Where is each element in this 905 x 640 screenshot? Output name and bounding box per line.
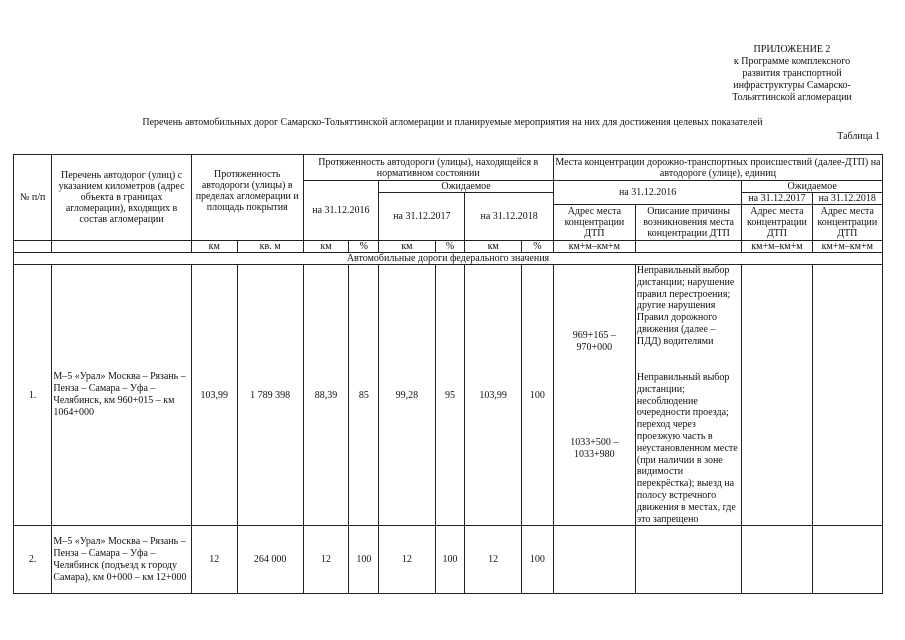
row-pct-2016: 85 — [349, 265, 379, 526]
row-pct-2018: 100 — [521, 265, 553, 526]
document-title: Перечень автомобильных дорог Самарско-Тольяттинской агломерации и планируемые мероприятия на них для достижения целевых показателей — [142, 117, 763, 128]
unit-km: км — [465, 241, 521, 253]
appendix-line: развития транспортной — [742, 68, 842, 79]
row-sqm: 1 789 398 — [237, 265, 303, 526]
dtp-cause: Неправильный выбор дистанции; несоблюдение очередности проезда; переход через проезжую часть в неустановленном месте (при наличии в зоне видимости перекрёстка); выезд на полосу встречного движения в местах, где это запрещено — [636, 372, 738, 525]
row-sqm: 264 000 — [237, 526, 303, 594]
unit-pct: % — [521, 241, 553, 253]
section-title: Автомобильные дороги федерального значения — [14, 253, 883, 265]
row-km: 12 — [191, 526, 237, 594]
header-expected: Ожидаемое — [379, 181, 554, 193]
header-dtp-2018: на 31.12.2018 — [812, 193, 882, 205]
header-addr-2018: Адрес места концентрации ДТП — [812, 205, 882, 241]
row-km-2018: 12 — [465, 526, 521, 594]
table-row — [14, 265, 883, 526]
header-cause: Описание причины возникновения места концентрации ДТП — [635, 205, 741, 241]
appendix-line: инфраструктуры Самарско- — [733, 80, 851, 91]
header-2018: на 31.12.2018 — [465, 193, 553, 241]
row-addr-2018 — [812, 265, 882, 526]
unit-km: км — [191, 241, 237, 253]
row-pct-2016: 100 — [349, 526, 379, 594]
unit-sqm: кв. м — [237, 241, 303, 253]
header-dtp-expected: Ожидаемое — [742, 181, 883, 193]
unit-cell — [635, 241, 741, 253]
row-road: М–5 «Урал» Москва – Рязань – Пенза – Самара – Уфа – Челябинск (подъезд к городу Самара), км 0+000 – км 12+000 — [52, 526, 191, 594]
header-roads: Перечень автодорог (улиц) с указанием километров (адрес объекта в границах агломерации), входящих в состав агломерации — [52, 155, 191, 241]
row-km-2017: 99,28 — [379, 265, 435, 526]
row-pct-2017: 100 — [435, 526, 465, 594]
row-km-2016: 88,39 — [303, 265, 349, 526]
header-dtp: Места концентрации дорожно-транспортных происшествий (далее-ДТП) на автодороге (улице), единиц — [555, 156, 881, 179]
dtp-address: 969+165 – 970+000 — [572, 329, 616, 353]
appendix-title: ПРИЛОЖЕНИЕ 2 — [753, 44, 831, 55]
unit-pct: % — [435, 241, 465, 253]
roads-table — [13, 154, 883, 594]
header-2016: на 31.12.2016 — [303, 181, 379, 241]
row-dtp-addr — [553, 526, 635, 594]
row-addr-2017 — [742, 526, 812, 594]
unit-addr: км+м–км+м — [812, 241, 882, 253]
row-pct-2018: 100 — [521, 526, 553, 594]
unit-pct: % — [349, 241, 379, 253]
unit-km: км — [379, 241, 435, 253]
row-dtp-addresses — [553, 265, 635, 526]
dtp-address: 1033+500 – 1033+980 — [570, 436, 619, 460]
row-km-2016: 12 — [303, 526, 349, 594]
appendix-block — [707, 44, 877, 104]
row-num: 2. — [14, 526, 52, 594]
header-normative: Протяженность автодороги (улицы), находящейся в нормативном состоянии — [303, 155, 553, 181]
header-addr-2017: Адрес места концентрации ДТП — [742, 205, 812, 241]
row-km: 103,99 — [191, 265, 237, 526]
row-km-2018: 103,99 — [465, 265, 521, 526]
unit-addr: км+м–км+м — [553, 241, 635, 253]
header-num: № п/п — [14, 155, 52, 241]
row-km-2017: 12 — [379, 526, 435, 594]
row-addr-2017 — [742, 265, 812, 526]
unit-km: км — [303, 241, 349, 253]
appendix-line: Тольяттинской агломерации — [732, 92, 852, 103]
unit-cell — [52, 241, 191, 253]
row-dtp-causes — [635, 265, 741, 526]
header-length: Протяженность автодороги (улицы) в пределах агломерации и площадь покрытия — [191, 155, 303, 241]
header-addr: Адрес места концентрации ДТП — [553, 205, 635, 241]
row-num: 1. — [14, 265, 52, 526]
header-dtp-2017: на 31.12.2017 — [742, 193, 812, 205]
appendix-line: к Программе комплексного — [733, 56, 851, 67]
row-addr-2018 — [812, 526, 882, 594]
header-dtp-2016: на 31.12.2016 — [553, 181, 741, 205]
unit-addr: км+м–км+м — [742, 241, 812, 253]
header-2017: на 31.12.2017 — [379, 193, 465, 241]
row-pct-2017: 95 — [435, 265, 465, 526]
unit-cell — [14, 241, 52, 253]
table-label: Таблица 1 — [837, 131, 880, 142]
row-road: М–5 «Урал» Москва – Рязань – Пенза – Самара – Уфа – Челябинск, км 960+015 – км 1064+000 — [52, 265, 191, 526]
row-dtp-cause — [635, 526, 741, 594]
dtp-cause: Неправильный выбор дистанции; нарушение правил перестроения; другие нарушения Правил дорожного движения (далее – ПДД) водителями — [636, 265, 735, 347]
table-row — [14, 526, 883, 594]
